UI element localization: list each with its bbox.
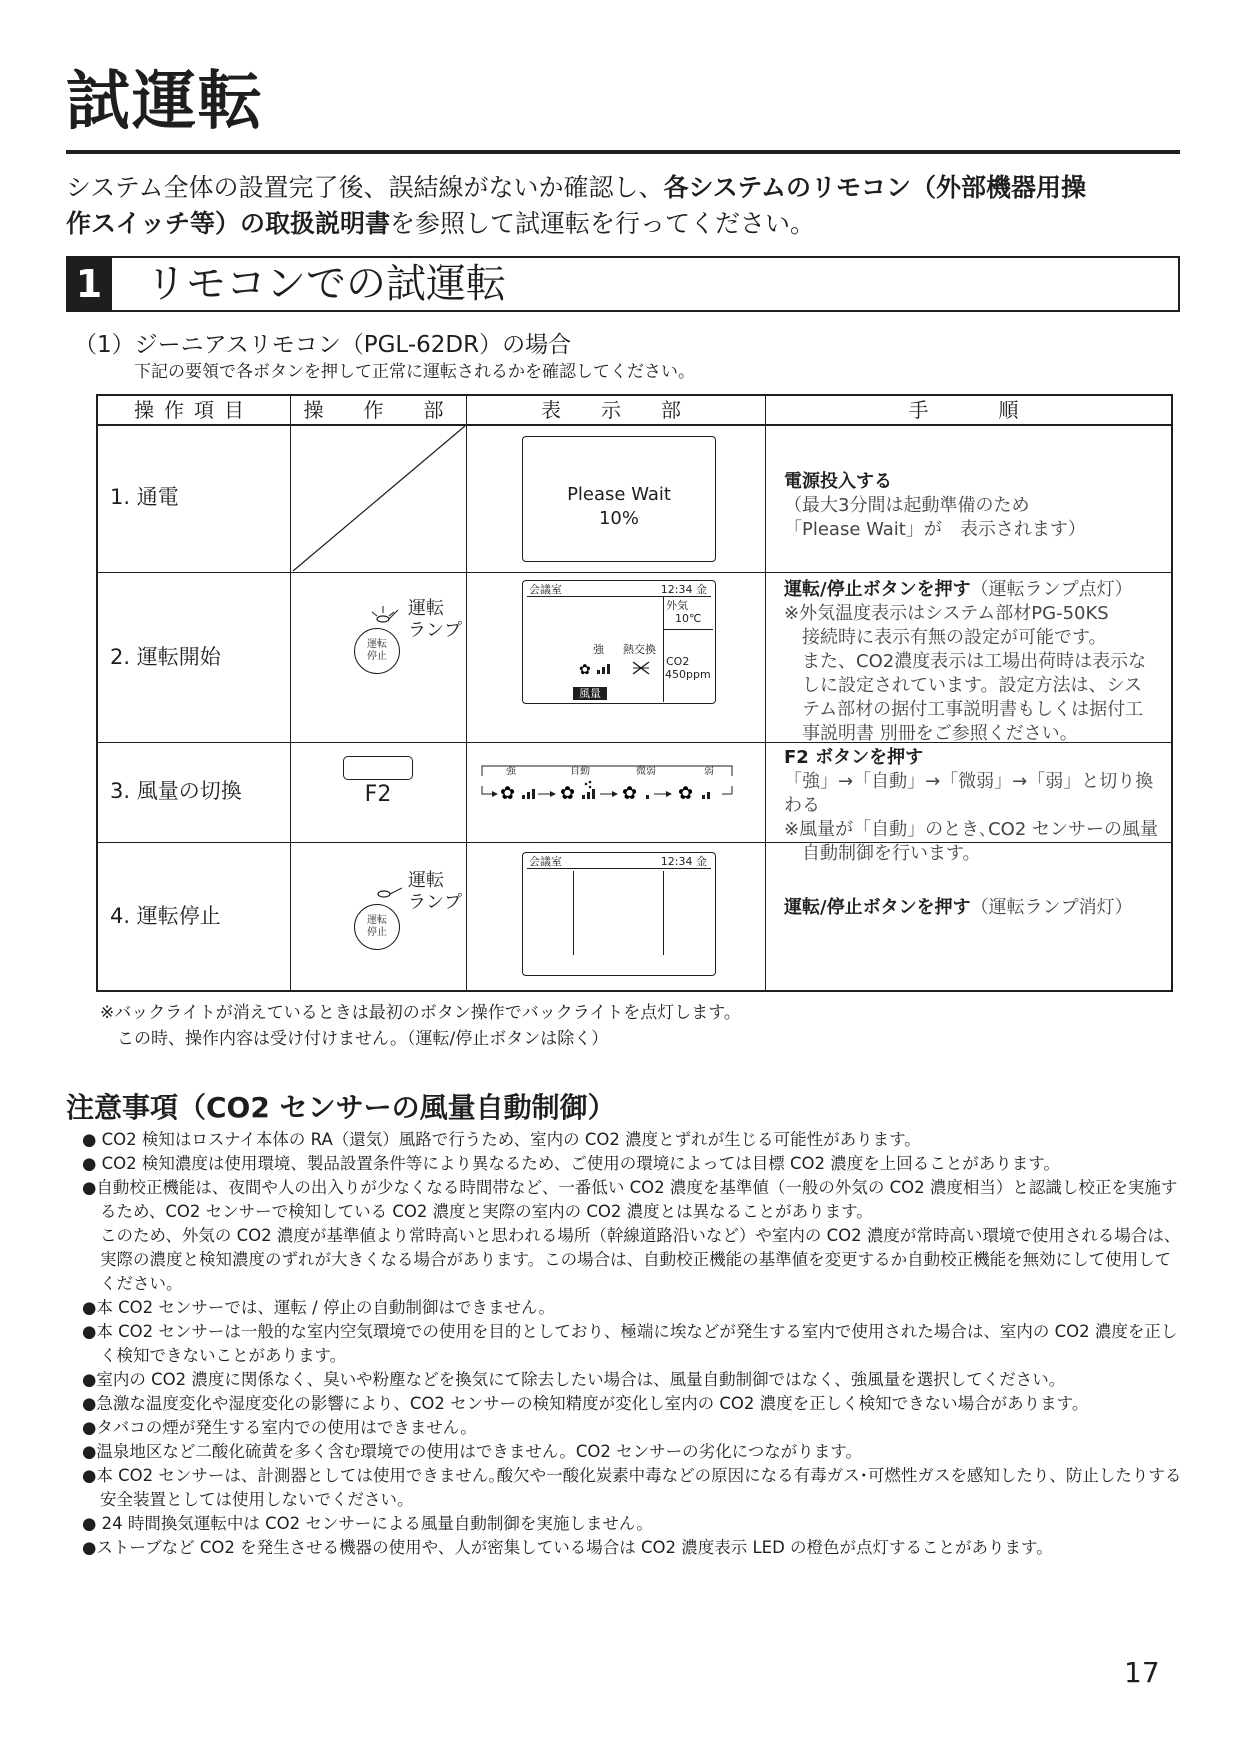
procedure-start-note-4: しに設定されています。設定方法は、シス	[784, 675, 1143, 696]
table-header-control: 操 作 部	[303, 398, 454, 422]
fan-auto-icon	[560, 778, 600, 804]
caution-item: ●本 CO2 センサーは、計測器としては使用できません｡酸欠や一酸化炭素中毒などの原因になる有毒ガス･可燃性ガスを感知したり、防止したりする安全装置としては使用しないでください。	[82, 1466, 1182, 1509]
fan-low-icon	[622, 782, 654, 804]
run-stop-button[interactable]: 運転 停止	[354, 628, 400, 674]
lcd-divider	[663, 596, 664, 702]
lcd-progress-percent: 10%	[598, 508, 639, 529]
lcd-room-name: 会議室	[529, 583, 562, 596]
lcd-clock: 12:34 金	[660, 583, 707, 596]
procedure-start-note-6: 事説明書 別冊をご参照ください。	[784, 723, 1078, 744]
f2-button-label: F2	[364, 782, 392, 807]
caution-heading: 注意事項（CO2 センサーの風量自動制御）	[66, 1091, 616, 1124]
lcd-exchange-mode: 熱交換	[623, 643, 656, 656]
title-rule	[66, 150, 1180, 154]
subsection-heading: （1）ジーニアスリモコン（PGL-62DR）の場合	[74, 332, 572, 358]
table-col-divider	[466, 394, 467, 992]
fan-step-auto-label: 自動	[570, 766, 590, 777]
procedure-power-on	[784, 470, 1164, 542]
procedure-start-action: 運転/停止ボタンを押す（運転ランプ点灯）	[784, 579, 1133, 600]
intro-line-1	[66, 170, 1186, 206]
procedure-stop	[784, 896, 1164, 920]
procedure-fan-speed	[784, 746, 1164, 866]
section-number: 1	[66, 256, 112, 312]
lcd-outside-label: 外気	[666, 599, 688, 612]
procedure-start-note-2: 接続時に表示有無の設定が可能です。	[784, 627, 1107, 648]
lamp-off-icon	[372, 886, 402, 900]
lamp-label: 運転 ランプ	[408, 870, 462, 913]
procedure-start-note-1: ※外気温度表示はシステム部材PG-50KS	[784, 603, 1109, 624]
svg-text:✿: ✿	[500, 783, 516, 804]
caution-item: ●ストーブなど CO2 を発生させる機器の使用や、人が密集している場合は CO2 濃度表示 LED の橙色が点灯することがあります。	[82, 1538, 1053, 1557]
caution-item: ●急激な温度変化や湿度変化の影響により、CO2 センサーの検知精度が変化し室内の CO2 濃度を正しく検知できない場合があります。	[82, 1394, 1089, 1413]
lcd-running-screen	[522, 580, 716, 704]
procedure-stop-action: 運転/停止ボタンを押す（運転ランプ消灯）	[784, 897, 1133, 918]
caution-item-continuation: このため、外気の CO2 濃度が基準値より常時高いと思われる場所（幹線道路沿いなど）や室内の CO2 濃度が常時高い環境で使用される場合は、実際の濃度と検知濃度のずれが大きくなる場合があります。この場合は、自動校正機能の基準値を変更するか自動校正機能を無効にして使用してください。	[100, 1226, 1181, 1293]
caution-item: ●本 CO2 センサーは一般的な室内空気環境での使用を目的としており、極端に埃などが発生する室内で使用された場合は、室内の CO2 濃度を正しく検知できないことがあります。	[82, 1322, 1178, 1365]
page-number: 17	[1124, 1656, 1160, 1689]
lcd-co2-value: 450ppm	[665, 668, 711, 681]
intro-line-1-plain: システム全体の設置完了後、誤結線がないか確認し、	[66, 173, 664, 202]
caution-item: ●自動校正機能は、夜間や人の出入りが少なくなる時間帯など、一番低い CO2 濃度を基準値（一般の外気の CO2 濃度相当）と認識し校正を実施するため、CO2 センサーで検知している CO2 濃度と実際の室内の CO2 濃度とは異なることがあります。	[82, 1178, 1178, 1221]
svg-text:✿: ✿	[678, 783, 694, 804]
table-header-procedure: 手 順	[908, 398, 1029, 422]
lcd-please-wait-text: Please Wait	[567, 484, 671, 505]
f2-button[interactable]	[343, 756, 413, 780]
lcd-divider	[573, 871, 574, 955]
lcd-co2-label: CO2	[666, 655, 690, 668]
table-col-divider	[765, 394, 766, 992]
svg-text:✿: ✿	[579, 662, 591, 677]
intro-line-2-bold: 作スイッチ等）の取扱説明書	[66, 209, 391, 238]
heat-exchange-icon	[631, 659, 651, 677]
intro-line-2-plain: を参照して試運転を行ってください。	[390, 209, 816, 238]
lcd-please-wait	[522, 436, 716, 562]
step-label-start: 2. 運転開始	[110, 645, 221, 669]
run-stop-button[interactable]: 運転 停止	[354, 904, 400, 950]
procedure-start	[784, 578, 1164, 746]
page-title: 試運転	[66, 65, 264, 139]
caution-item: ● 24 時間換気運転中は CO2 センサーによる風量自動制御を実施しません。	[82, 1514, 653, 1533]
lcd-fan-mode: 強	[593, 643, 604, 656]
fan-step-strong-label: 強	[506, 766, 516, 777]
lamp-label: 運転 ランプ	[408, 598, 462, 641]
lcd-room-name: 会議室	[529, 855, 562, 868]
caution-item: ●室内の CO2 濃度に関係なく、臭いや粉塵などを換気にて除去したい場合は、風量自動制御ではなく、強風量を選択してください。	[82, 1370, 1066, 1389]
caution-item: ● CO2 検知濃度は使用環境、製品設置条件等により異なるため、ご使用の環境によっては目標 CO2 濃度を上回ることがあります。	[82, 1154, 1060, 1173]
lcd-divider	[527, 868, 711, 869]
table-header-operation-item: 操作項目	[134, 398, 254, 422]
table-footnote	[100, 1000, 741, 1052]
caution-item: ●タバコの煙が発生する室内での使用はできません。	[82, 1418, 477, 1437]
table-header-rule	[96, 424, 1173, 426]
fan-strong-icon	[579, 661, 613, 677]
step-label-stop: 4. 運転停止	[110, 904, 221, 928]
section-title: リモコンでの試運転	[146, 261, 506, 307]
lcd-divider	[527, 596, 711, 597]
caution-list	[82, 1128, 1182, 1560]
lcd-divider	[663, 871, 664, 955]
procedure-fan-speed-action: F2 ボタンを押す	[784, 747, 924, 768]
caution-item: ● CO2 検知はロスナイ本体の RA（還気）風路で行うため、室内の CO2 濃度とずれが生じる可能性があります。	[82, 1130, 921, 1149]
fan-weak-icon	[678, 782, 716, 804]
procedure-fan-speed-note-3: 自動制御を行います。	[784, 843, 981, 864]
procedure-fan-speed-note-1: 「強」→「自動」→「微弱」→「弱」と切り換わる	[784, 771, 1154, 816]
step-label-fan-speed: 3. 風量の切換	[110, 779, 242, 803]
intro-line-2	[66, 206, 1186, 242]
procedure-power-on-action: 電源投入する	[784, 471, 892, 492]
caution-item: ●本 CO2 センサーでは、運転 / 停止の自動制御はできません。	[82, 1298, 555, 1317]
step-label-power-on: 1. 通電	[110, 485, 179, 509]
fan-step-weak-label: 弱	[704, 766, 714, 777]
procedure-start-note-3: また、CO2濃度表示は工場出荷時は表示な	[784, 651, 1147, 672]
svg-text:✿: ✿	[622, 783, 638, 804]
fan-step-low-label: 微弱	[636, 766, 656, 777]
procedure-power-on-note-1: （最大3分間は起動準備のため	[784, 495, 1030, 516]
fan-speed-cycle	[478, 762, 736, 808]
subsection-description: 下記の要領で各ボタンを押して正常に運転されるかを確認してください。	[134, 362, 695, 382]
table-header-display: 表 示 部	[541, 398, 691, 422]
table-footnote-line-2: この時、操作内容は受け付けません。（運転/停止ボタンは除く）	[100, 1029, 609, 1049]
lcd-outside-temp: 10℃	[675, 612, 702, 625]
table-row-divider	[96, 572, 1173, 573]
not-applicable-diagonal	[291, 425, 466, 572]
lcd-fan-tab: 風量	[573, 687, 607, 700]
svg-text:✿: ✿	[560, 783, 576, 804]
caution-item: ●温泉地区など二酸化硫黄を多く含む環境での使用はできません。CO2 センサーの劣化につながります。	[82, 1442, 862, 1461]
lcd-clock: 12:34 金	[660, 855, 707, 868]
table-footnote-line-1: ※バックライトが消えているときは最初のボタン操作でバックライトを点灯します。	[100, 1003, 741, 1023]
lcd-divider	[664, 629, 713, 630]
lcd-stopped-screen	[522, 852, 716, 976]
procedure-start-note-5: テム部材の据付工事説明書もしくは据付工	[784, 699, 1144, 720]
lamp-lit-icon	[368, 604, 398, 626]
intro-line-1-bold: 各システムのリモコン（外部機器用操	[663, 173, 1087, 202]
procedure-power-on-note-2: 「Please Wait」が 表示されます）	[784, 519, 1086, 540]
fan-strong-icon	[500, 782, 538, 804]
procedure-fan-speed-note-2: ※風量が「自動」のとき､CO2 センサーの風量	[784, 819, 1158, 840]
